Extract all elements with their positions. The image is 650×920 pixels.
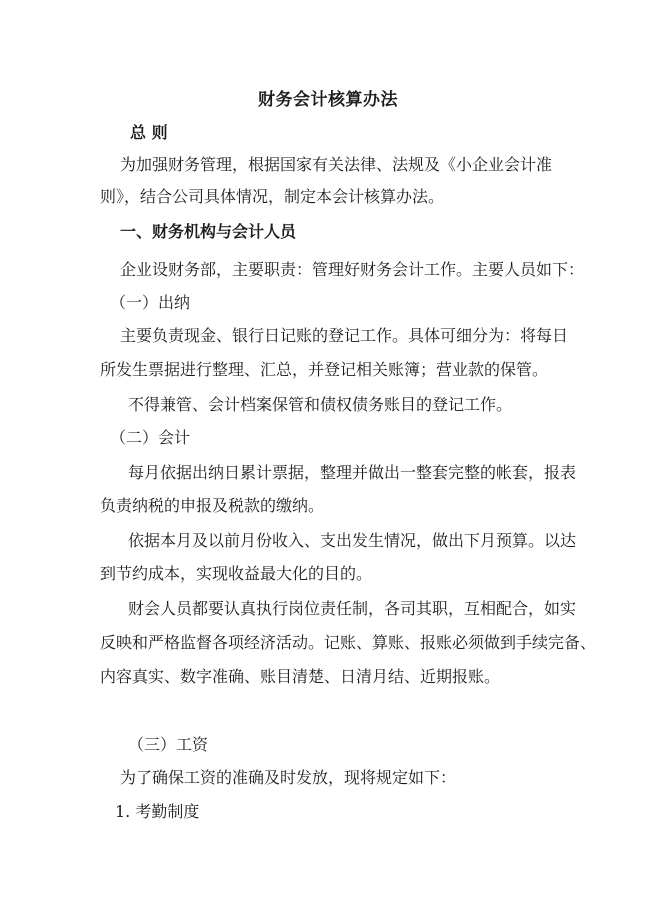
document-title: 财务会计核算办法 bbox=[258, 90, 398, 110]
sub1-line-2: 所发生票据进行整理、汇总，并登记相关账簿；营业款的保管。 bbox=[100, 360, 549, 379]
sub2-p3-line-2: 反映和严格监督各项经济活动。记账、算账、报账必须做到手续完备、 bbox=[100, 633, 597, 652]
sub3-heading: （三）工资 bbox=[128, 735, 209, 754]
section1-heading: 一、财务机构与会计人员 bbox=[120, 222, 297, 241]
sub2-p1-line-2: 负责纳税的申报及税款的缴纳。 bbox=[100, 496, 325, 515]
section1-text: 企业设财务部，主要职责：管理好财务会计工作。主要人员如下： bbox=[120, 260, 585, 279]
sub3-text: 为了确保工资的准确及时发放，现将规定如下： bbox=[120, 768, 457, 787]
intro-line-2: 则》，结合公司具体情况，制定本会计核算办法。 bbox=[100, 187, 445, 206]
sub1-line-3: 不得兼管、会计档案保管和债权债务账目的登记工作。 bbox=[128, 395, 513, 414]
intro-line-1: 为加强财务管理，根据国家有关法律、法规及《小企业会计准 bbox=[120, 155, 553, 174]
item-1: 1. 考勤制度 bbox=[115, 802, 200, 821]
sub2-p2-line-1: 依据本月及以前月份收入、支出发生情况，做出下月预算。以达 bbox=[128, 531, 577, 550]
sub1-line-1: 主要负责现金、银行日记账的登记工作。具体可细分为：将每日 bbox=[120, 326, 569, 345]
sub2-p3-line-3: 内容真实、数字准确、账目清楚、日清月结、近期报账。 bbox=[100, 667, 501, 686]
sub2-p2-line-2: 到节约成本，实现收益最大化的目的。 bbox=[100, 564, 373, 583]
sub2-p1-line-1: 每月依据出纳日累计票据，整理并做出一整套完整的帐套，报表 bbox=[128, 463, 577, 482]
sub1-heading: （一）出纳 bbox=[110, 293, 191, 312]
sub2-heading: （二）会计 bbox=[110, 428, 191, 447]
general-heading: 总 则 bbox=[130, 123, 168, 142]
sub2-p3-line-1: 财会人员都要认真执行岗位责任制，各司其职，互相配合，如实 bbox=[128, 599, 577, 618]
